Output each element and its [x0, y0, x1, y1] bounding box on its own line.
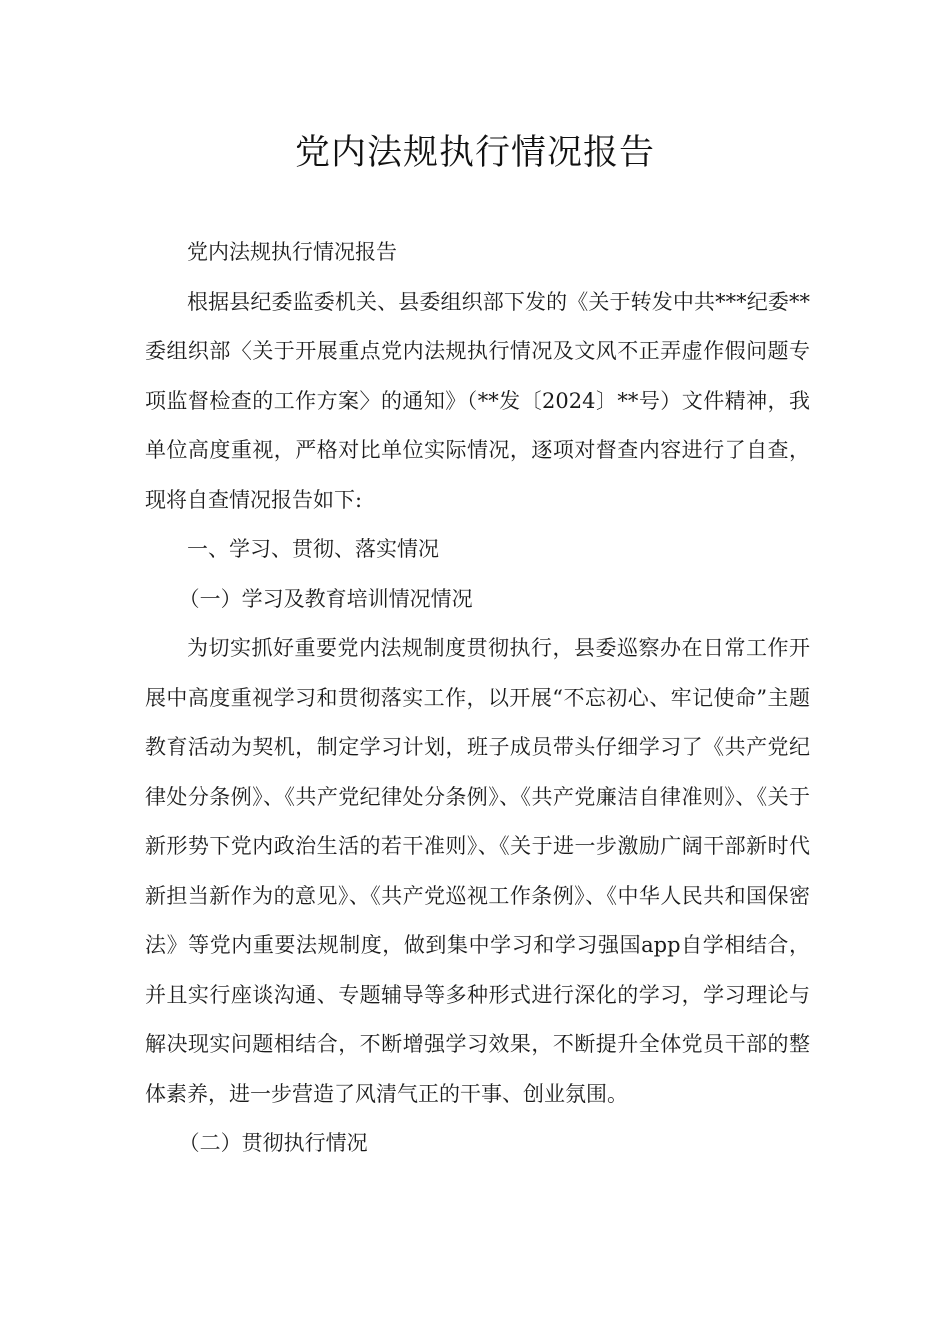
paragraph-intro: 根据县纪委监委机关、县委组织部下发的《关于转发中共***纪委**委组织部〈关于开展重点党内法规执行情况及文风不正弄虚作假问题专项监督检查的工作方案〉的通知》（**发〔2024〕**号）文件精神，我单位高度重视，严格对比单位实际情况，逐项对督查内容进行了自查，现将自查情况报告如下:	[145, 289, 810, 512]
document-body	[145, 228, 810, 1169]
subsection-heading-2: （二）贯彻执行情况	[178, 1131, 368, 1155]
subsection-heading-1: （一）学习及教育培训情况情况	[178, 586, 473, 611]
paragraph-study: 为切实抓好重要党内法规制度贯彻执行，县委巡察办在日常工作开展中高度重视学习和贯彻落实工作，以开展“不忘初心、牢记使命”主题教育活动为契机，制定学习计划，班子成员带头仔细学习了《共产党纪律处分条例》、《共产党纪律处分条例》、《共产党廉洁自律准则》、《关于新形势下党内政治生活的若干准则》、《关于进一步激励广阔干部新时代新担当新作为的意见》、《共产党巡视工作条例》、《中华人民共和国保密法》等党内重要法规制度，做到集中学习和学习强国app自学相结合，并且实行座谈沟通、专题辅导等多种形式进行深化的学习，学习理论与解决现实问题相结合，不断增强学习效果，不断提升全体党员干部的整体素养，进一步营造了风清气正的干事、创业氛围。	[145, 636, 810, 1106]
paragraph-subtitle: 党内法规执行情况报告	[187, 240, 397, 264]
document-title: 党内法规执行情况报告	[294, 133, 655, 173]
section-heading-1: 一、学习、贯彻、落实情况	[187, 537, 439, 561]
